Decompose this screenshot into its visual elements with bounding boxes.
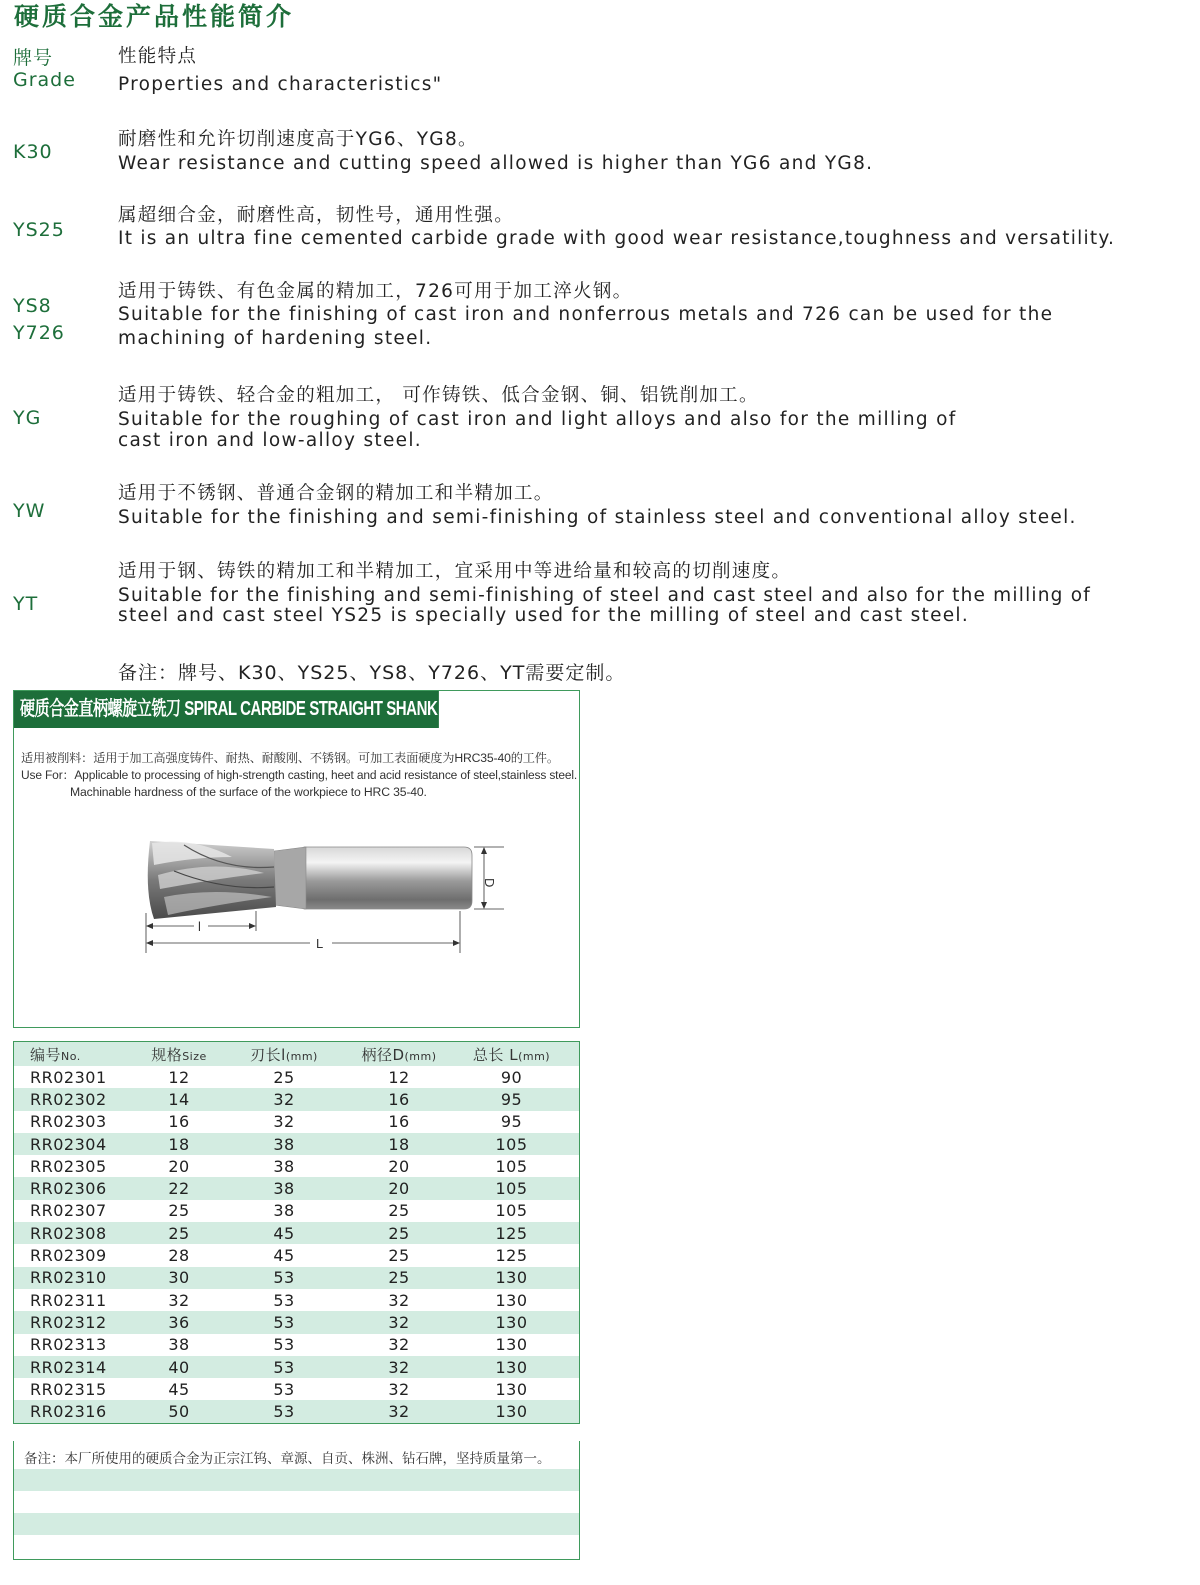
grade-desc-zh: 适用于不锈钢、普通合金钢的精加工和半精加工。 <box>118 483 554 504</box>
cell-shank-diameter: 20 <box>388 1156 410 1176</box>
cell-size: 30 <box>168 1268 190 1288</box>
end-mill-diagram <box>124 831 544 961</box>
cell-size: 25 <box>168 1223 190 1243</box>
grade-desc-zh: 属超细合金，耐磨性高，韧性号，通用性强。 <box>118 205 515 226</box>
cell-size: 20 <box>168 1156 190 1176</box>
cell-no: RR02314 <box>30 1357 107 1377</box>
grade-code-ys25: YS25 <box>13 219 65 241</box>
cell-shank-diameter: 18 <box>388 1134 410 1154</box>
cell-no: RR02302 <box>30 1089 107 1109</box>
table-row <box>14 1244 579 1266</box>
cell-no: RR02301 <box>30 1067 107 1087</box>
grade-desc-en: Suitable for the finishing and semi-finishing of steel and cast steel and also for the milling of <box>118 585 1091 606</box>
grade-desc-en: Wear resistance and cutting speed allowed is higher than YG6 and YG8. <box>118 153 874 174</box>
grade-code-yt: YT <box>13 593 39 615</box>
properties-header-zh: 性能特点 <box>118 46 198 67</box>
cell-shank-diameter: 25 <box>388 1268 410 1288</box>
table-row <box>14 1267 579 1289</box>
cell-no: RR02309 <box>30 1246 107 1266</box>
cell-total-length: 125 <box>495 1246 528 1266</box>
cell-size: 32 <box>168 1290 190 1310</box>
cell-no: RR02310 <box>30 1268 107 1288</box>
cell-no: RR02307 <box>30 1201 107 1221</box>
cell-shank-diameter: 12 <box>388 1067 410 1087</box>
cell-no: RR02305 <box>30 1156 107 1176</box>
cell-size: 18 <box>168 1134 190 1154</box>
cell-flute-length: 53 <box>273 1268 295 1288</box>
col-header-no: 编号No. <box>30 1045 81 1064</box>
grade-desc-en: Suitable for the finishing of cast iron and nonferrous metals and 726 can be used for the <box>118 304 1054 325</box>
cell-size: 12 <box>168 1067 190 1087</box>
cell-total-length: 105 <box>495 1156 528 1176</box>
dim-label-d: D <box>482 878 497 888</box>
grade-code-ys8: YS8 <box>13 295 52 317</box>
use-description-en-2: Machinable hardness of the surface of the workpiece to HRC 35-40. <box>70 785 427 799</box>
cell-size: 22 <box>168 1179 190 1199</box>
cell-flute-length: 53 <box>273 1357 295 1377</box>
dim-label-l: l <box>198 919 201 934</box>
table-row <box>14 1200 579 1222</box>
table-row <box>14 1066 579 1088</box>
cell-flute-length: 32 <box>273 1089 295 1109</box>
cell-total-length: 130 <box>495 1335 528 1355</box>
cell-total-length: 105 <box>495 1179 528 1199</box>
cell-flute-length: 38 <box>273 1156 295 1176</box>
grade-desc-zh: 适用于钢、铸铁的精加工和半精加工，宜采用中等进给量和较高的切削速度。 <box>118 561 792 582</box>
grade-desc-en: cast iron and low-alloy steel. <box>118 430 422 451</box>
cell-total-length: 105 <box>495 1134 528 1154</box>
cell-shank-diameter: 32 <box>388 1357 410 1377</box>
cell-size: 45 <box>168 1379 190 1399</box>
grade-desc-zh: 适用于铸铁、轻合金的粗加工， 可作铸铁、低合金钢、铜、铝铣削加工。 <box>118 385 759 406</box>
grade-header-zh: 牌号 <box>13 47 54 69</box>
cell-total-length: 130 <box>495 1290 528 1310</box>
cell-total-length: 130 <box>495 1357 528 1377</box>
table-row <box>14 1133 579 1155</box>
cell-flute-length: 38 <box>273 1179 295 1199</box>
use-description-zh: 适用被削料：适用于加工高强度铸件、耐热、耐酸刚、不锈钢。可加工表面硬度为HRC35-40的工件。 <box>21 751 559 765</box>
custom-grade-note: 备注：牌号、K30、YS25、YS8、Y726、YT需要定制。 <box>118 662 626 684</box>
cell-flute-length: 45 <box>273 1246 295 1266</box>
cell-no: RR02312 <box>30 1312 107 1332</box>
grade-desc-en: It is an ultra fine cemented carbide grade with good wear resistance,toughness and versatility. <box>118 228 1116 249</box>
cell-shank-diameter: 20 <box>388 1179 410 1199</box>
cell-total-length: 130 <box>495 1379 528 1399</box>
empty-row <box>14 1513 579 1535</box>
grade-desc-en: machining of hardening steel. <box>118 328 433 349</box>
cell-size: 25 <box>168 1201 190 1221</box>
page-title: 硬质合金产品性能简介 <box>14 2 295 31</box>
cell-total-length: 130 <box>495 1268 528 1288</box>
cell-shank-diameter: 16 <box>388 1089 410 1109</box>
cell-total-length: 125 <box>495 1223 528 1243</box>
cell-shank-diameter: 25 <box>388 1246 410 1266</box>
cell-total-length: 130 <box>495 1312 528 1332</box>
cell-no: RR02308 <box>30 1223 107 1243</box>
cell-flute-length: 25 <box>273 1067 295 1087</box>
grade-code-k30: K30 <box>13 141 53 163</box>
table-row <box>14 1400 579 1422</box>
cell-no: RR02311 <box>30 1290 107 1310</box>
cell-no: RR02303 <box>30 1112 107 1132</box>
grade-header-en: Grade <box>13 69 76 91</box>
cell-no: RR02306 <box>30 1179 107 1199</box>
grade-desc-en: Suitable for the roughing of cast iron and light alloys and also for the milling of <box>118 409 957 430</box>
material-note: 备注：本厂所使用的硬质合金为正宗江钨、章源、自贡、株洲、钻石牌，坚持质量第一。 <box>24 1451 551 1467</box>
cell-shank-diameter: 32 <box>388 1379 410 1399</box>
material-note-box <box>13 1441 580 1560</box>
cell-size: 16 <box>168 1112 190 1132</box>
dim-label-total-l: L <box>316 936 324 951</box>
grade-desc-zh: 耐磨性和允许切削速度高于YG6、YG8。 <box>118 129 478 150</box>
cell-total-length: 95 <box>500 1112 523 1132</box>
cell-no: RR02315 <box>30 1379 107 1399</box>
table-body <box>14 1066 579 1423</box>
cell-size: 28 <box>168 1246 190 1266</box>
grade-desc-en: steel and cast steel YS25 is specially used for the milling of steel and cast steel. <box>118 605 970 626</box>
grade-desc-zh: 适用于铸铁、有色金属的精加工，726可用于加工淬火钢。 <box>118 281 633 302</box>
table-row <box>14 1378 579 1400</box>
cell-total-length: 95 <box>500 1089 523 1109</box>
table-row <box>14 1222 579 1244</box>
cell-no: RR02313 <box>30 1335 107 1355</box>
table-row <box>14 1177 579 1199</box>
cell-size: 50 <box>168 1402 190 1422</box>
cell-no: RR02304 <box>30 1134 107 1154</box>
cell-size: 40 <box>168 1357 190 1377</box>
table-row <box>14 1111 579 1133</box>
empty-row <box>14 1469 579 1491</box>
cell-flute-length: 38 <box>273 1201 295 1221</box>
table-row <box>14 1334 579 1356</box>
cell-size: 36 <box>168 1312 190 1332</box>
product-heading: 硬质合金直柄螺旋立铣刀 SPIRAL CARBIDE STRAIGHT SHANK VERTICAL CUTTER <box>14 691 439 728</box>
grade-code-yg: YG <box>13 407 42 429</box>
cell-flute-length: 53 <box>273 1290 295 1310</box>
cell-shank-diameter: 32 <box>388 1335 410 1355</box>
cell-shank-diameter: 32 <box>388 1290 410 1310</box>
cell-flute-length: 38 <box>273 1134 295 1154</box>
cell-shank-diameter: 16 <box>388 1112 410 1132</box>
table-row <box>14 1289 579 1311</box>
table-row <box>14 1155 579 1177</box>
table-row <box>14 1311 579 1333</box>
col-header-flute-length: 刃长l(mm) <box>250 1045 318 1064</box>
table-row <box>14 1088 579 1110</box>
cell-shank-diameter: 32 <box>388 1312 410 1332</box>
cell-shank-diameter: 25 <box>388 1201 410 1221</box>
use-description-en: Use For：Applicable to processing of high-strength casting, heet and acid resistance of steel,stainless steel. <box>21 768 578 782</box>
cell-total-length: 90 <box>500 1067 523 1087</box>
cell-flute-length: 45 <box>273 1223 295 1243</box>
product-panel <box>13 690 580 1028</box>
cell-total-length: 130 <box>495 1402 528 1422</box>
grade-desc-en: Suitable for the finishing and semi-finishing of stainless steel and conventional alloy steel. <box>118 507 1077 528</box>
cell-size: 38 <box>168 1335 190 1355</box>
table-header-row <box>14 1042 579 1066</box>
col-header-size: 规格Size <box>151 1045 207 1064</box>
cell-shank-diameter: 25 <box>388 1223 410 1243</box>
table-row <box>14 1356 579 1378</box>
col-header-total-length: 总长 L(mm) <box>472 1045 551 1064</box>
grade-code-y726: Y726 <box>13 322 65 344</box>
spec-table <box>13 1041 580 1424</box>
cell-no: RR02316 <box>30 1402 107 1422</box>
cell-flute-length: 53 <box>273 1402 295 1422</box>
cell-total-length: 105 <box>495 1201 528 1221</box>
cell-flute-length: 53 <box>273 1379 295 1399</box>
properties-header-en: Properties and characteristics" <box>118 74 443 95</box>
empty-row <box>14 1491 579 1513</box>
cell-flute-length: 53 <box>273 1335 295 1355</box>
col-header-shank-diameter: 柄径D(mm) <box>361 1045 437 1064</box>
cell-flute-length: 32 <box>273 1112 295 1132</box>
cell-flute-length: 53 <box>273 1312 295 1332</box>
cell-size: 14 <box>168 1089 190 1109</box>
grade-code-yw: YW <box>13 500 46 522</box>
cell-shank-diameter: 32 <box>388 1402 410 1422</box>
